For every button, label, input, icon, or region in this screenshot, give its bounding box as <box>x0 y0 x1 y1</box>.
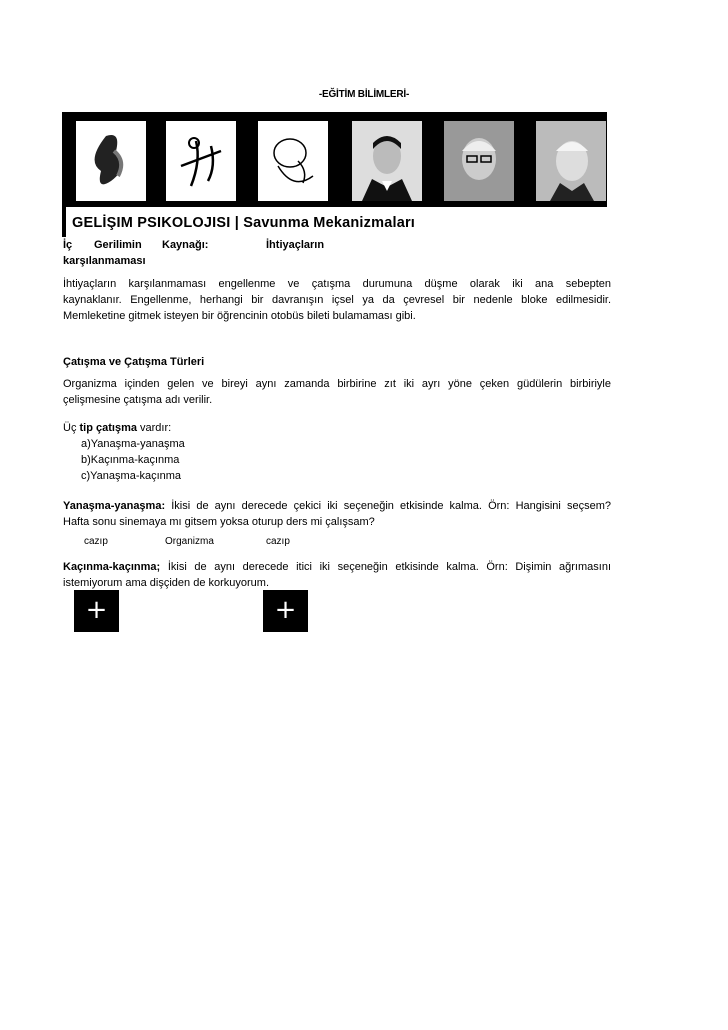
plus-icon: + <box>274 595 297 625</box>
paragraph-approach <box>63 498 611 530</box>
paragraph-line: Hafta sonu sinemaya mı gitsem yoksa oturup ders mi çalışsam? <box>63 516 375 528</box>
term: Yanaşma-yanaşma: <box>63 500 166 512</box>
term: Kaçınma-kaçınma; <box>63 561 161 573</box>
paragraph-line: istemiyorum ama dişçiden de korkuyorum. <box>63 577 270 589</box>
heading-word: karşılanmaması <box>63 255 146 267</box>
heading-word: Gerilimin <box>94 239 142 251</box>
banner <box>62 112 607 237</box>
heading-word: İç <box>63 239 73 251</box>
figure-image-3 <box>258 121 328 201</box>
portrait-man-3 <box>536 121 606 201</box>
figure-image-2 <box>166 121 236 201</box>
intro-text: vardır: <box>136 422 172 434</box>
paragraph-line <box>63 559 611 575</box>
paragraph-conflict <box>63 376 611 408</box>
paragraph-line: Organizma içinden gelen ve bireyi aynı zamanda birbirine zıt iki ayrı yöne çeken güdülerin birbiriyle <box>63 378 611 390</box>
plus-box-right <box>263 590 308 632</box>
term-desc: İkisi de aynı derecede çekici iki seçeneğin etkisinde kalma. Örn: Hangisini seçsem? <box>165 500 611 512</box>
list-item: c)Yanaşma-kaçınma <box>81 470 182 482</box>
paragraph-needs <box>63 276 611 324</box>
heading-word: İhtiyaçların <box>266 239 325 251</box>
intro-text: Üç <box>63 422 80 434</box>
plus-box-left <box>74 590 119 632</box>
figure-image-1 <box>76 121 146 201</box>
heading-word: Kaynağı: <box>162 239 209 251</box>
paragraph-line: İhtiyaçların karşılanmaması engellenme ve çatışma durumuna düşme olarak iki ana sebepten <box>63 278 611 290</box>
portrait-man-2 <box>444 121 514 201</box>
term-desc: İkisi de aynı derecede itici iki seçeneğin etkisinde kalma. Örn: Dişimin ağrımasını <box>160 561 611 573</box>
paragraph-line <box>63 498 611 514</box>
intro-bold: tip çatışma <box>79 422 137 434</box>
diagram-label-left: cazıp <box>84 536 108 547</box>
conflict-types-intro <box>63 420 171 436</box>
list-item: b)Kaçınma-kaçınma <box>81 454 180 466</box>
portrait-man-1 <box>352 121 422 201</box>
page-header-title: -EĞİTİM BİLİMLERİ- <box>318 89 410 100</box>
paragraph-avoidance <box>63 559 611 591</box>
banner-title: GELİŞIM PSIKOLOJISI | Savunma Mekanizmaları <box>72 215 416 231</box>
paragraph-line: kaynaklanır. Engellenme, herhangi bir davranışın içsel ya da çevresel bir nedenle bloke edilmesidir. <box>63 294 611 306</box>
paragraph-line: Memleketine gitmek isteyen bir öğrencinin otobüs bileti bulamaması gibi. <box>63 310 416 322</box>
list-item: a)Yanaşma-yanaşma <box>81 438 185 450</box>
paragraph-line: çelişmesine çatışma adı verilir. <box>63 394 213 406</box>
plus-icon: + <box>85 595 108 625</box>
diagram-label-right: cazıp <box>266 536 290 547</box>
section-heading: Çatışma ve Çatışma Türleri <box>63 356 205 368</box>
diagram-label-center: Organizma <box>165 536 214 547</box>
